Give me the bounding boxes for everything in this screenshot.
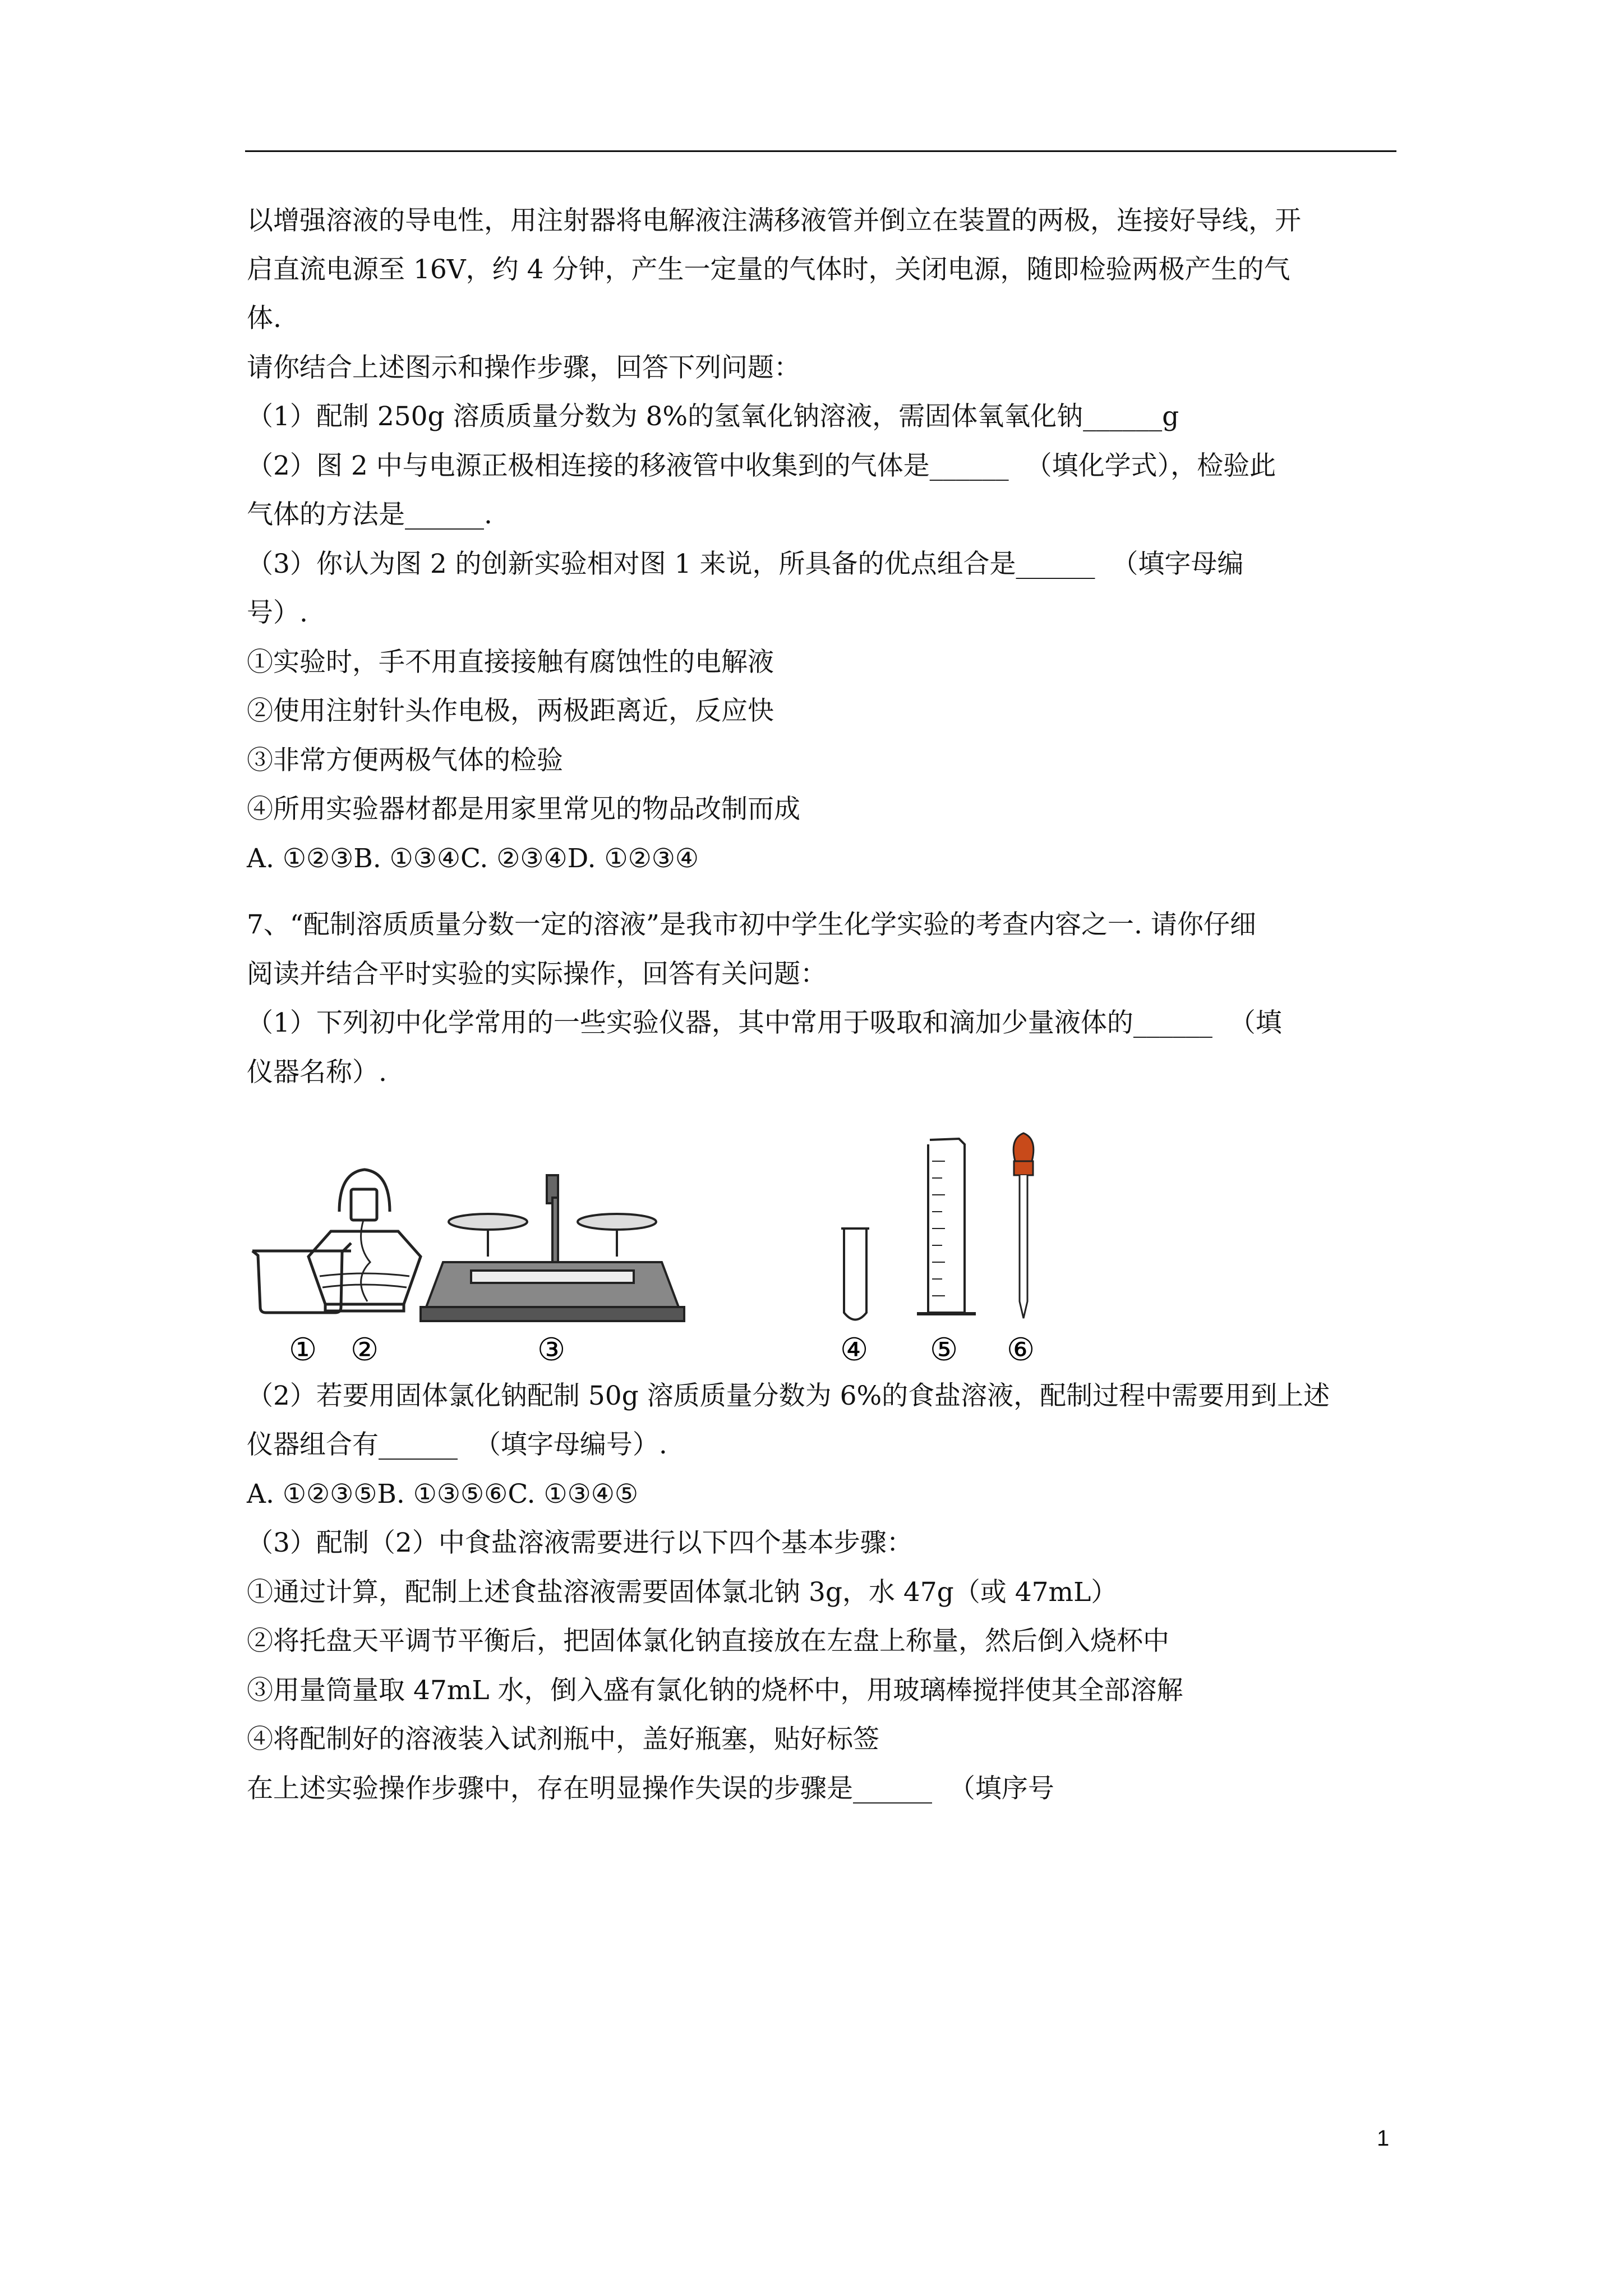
- text-line: ④所用实验器材都是用家里常见的物品改制而成: [247, 794, 800, 825]
- balance-icon: [421, 1175, 684, 1321]
- text-line: ①实验时，手不用直接接触有腐蚀性的电解液: [247, 647, 774, 678]
- text-line: ①通过计算，配制上述食盐溶液需要固体氯北钠 3g，水 47g（或 47mL）: [247, 1577, 1118, 1608]
- figure-label: ⑤: [930, 1332, 958, 1368]
- dropper-icon: [1013, 1133, 1034, 1318]
- text-line: （1）下列初中化学常用的一些实验仪器，其中常用于吸取和滴加少量液体的______ （填: [247, 1007, 1282, 1038]
- page-number: 1: [1377, 2126, 1390, 2151]
- figure-label: ⑥: [1007, 1332, 1035, 1368]
- text-line: 以增强溶液的导电性，用注射器将电解液注满移液管并倒立在装置的两极，连接好导线，开: [247, 205, 1301, 236]
- text-line: （2）图 2 中与电源正极相连接的移液管中收集到的气体是______ （填化学式），检验此: [247, 450, 1276, 481]
- text-line: 启直流电源至 16V，约 4 分钟，产生一定量的气体时，关闭电源，随即检验两极产生的气: [247, 254, 1290, 285]
- text-line: ②使用注射针头作电极，两极距离近，反应快: [247, 696, 774, 726]
- text-line: A. ①②③B. ①③④C. ②③④D. ①②③④: [247, 843, 699, 874]
- beaker-icon: [252, 1243, 351, 1313]
- graduated-cylinder-icon: [917, 1139, 976, 1314]
- text-line: ③用量筒量取 47mL 水，倒入盛有氯化钠的烧杯中，用玻璃棒搅拌使其全部溶解: [247, 1675, 1183, 1706]
- text-line: 请你结合上述图示和操作步骤，回答下列问题：: [247, 352, 800, 383]
- text-line: ③非常方便两极气体的检验: [247, 745, 563, 776]
- header-rule: [245, 150, 1396, 152]
- text-line: （3）你认为图 2 的创新实验相对图 1 来说，所具备的优点组合是______ （填字母编: [247, 549, 1244, 579]
- text-line: ④将配制好的溶液装入试剂瓶中，盖好瓶塞，贴好标签: [247, 1724, 879, 1755]
- figure-label: ③: [537, 1332, 566, 1368]
- text-line: 体.: [247, 303, 282, 334]
- question-7-title: 7、“配制溶质质量分数一定的溶液”是我市初中学生化学实验的考查内容之一. 请你仔细: [247, 909, 1256, 940]
- test-tube-icon: [841, 1228, 869, 1320]
- text-line: 气体的方法是______.: [247, 499, 492, 530]
- text-line: 号）.: [247, 597, 308, 628]
- instruments-figure: [241, 1077, 1105, 1369]
- text-line: （3）配制（2）中食盐溶液需要进行以下四个基本步骤：: [247, 1527, 913, 1558]
- text-line: ②将托盘天平调节平衡后，把固体氯化钠直接放在左盘上称量，然后倒入烧杯中: [247, 1626, 1169, 1657]
- text-line: （1）配制 250g 溶质质量分数为 8%的氢氧化钠溶液，需固体氧氧化钠______g: [247, 401, 1179, 432]
- figure-label: ④: [840, 1332, 869, 1368]
- figure-label: ①: [289, 1332, 317, 1368]
- text-line: 阅读并结合平时实验的实际操作，回答有关问题：: [247, 959, 827, 990]
- text-line: 仪器名称）.: [247, 1057, 387, 1088]
- text-line: 在上述实验操作步骤中，存在明显操作失误的步骤是______ （填序号: [247, 1773, 1054, 1804]
- alcohol-lamp-icon: [308, 1170, 421, 1311]
- text-line: A. ①②③⑤B. ①③⑤⑥C. ①③④⑤: [247, 1479, 639, 1510]
- figure-label: ②: [351, 1332, 379, 1368]
- text-line: 仪器组合有______ （填字母编号）.: [247, 1429, 667, 1460]
- text-line: （2）若要用固体氯化钠配制 50g 溶质质量分数为 6%的食盐溶液，配制过程中需要用到上述: [247, 1381, 1330, 1411]
